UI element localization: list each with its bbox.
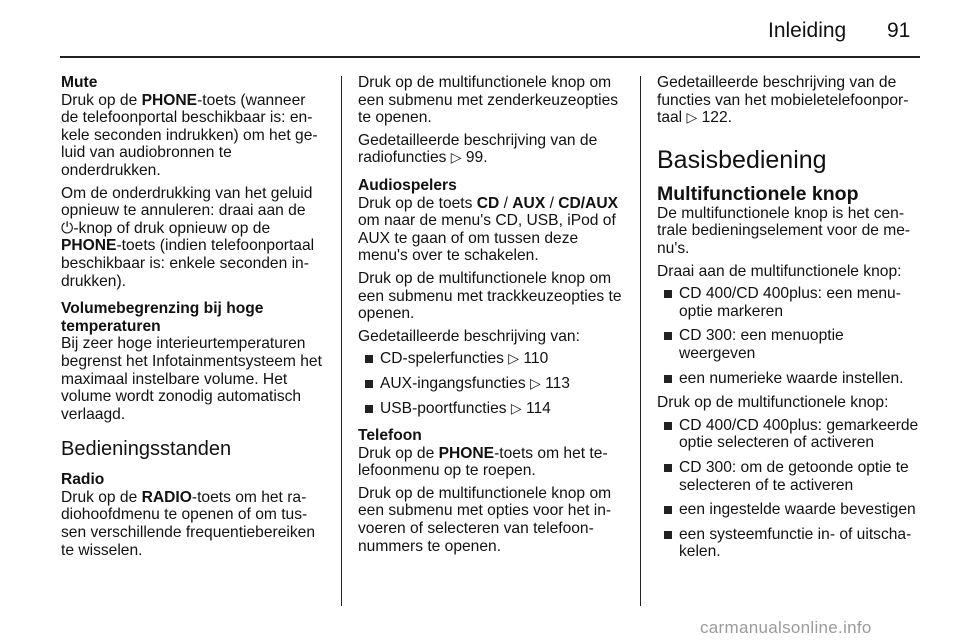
list-item: CD 300: een menuoptie weergeven: [657, 327, 923, 362]
volume-limit-heading: Volumebegrenzing bij hoge temperaturen: [61, 300, 264, 335]
mute-heading: Mute: [61, 74, 98, 91]
page-reference: 113: [545, 374, 570, 392]
section-heading-operating-modes: Bedieningsstanden: [61, 438, 232, 461]
audio-players-paragraph: Druk op de toets CD / AUX / CD/AUX om naar de menu's CD, USB, iPod of AUX te gaan of om tussen deze menu's over te schakelen.: [358, 194, 619, 265]
radio-heading: Radio: [61, 471, 105, 489]
list-item: CD-spelerfuncties ▷ 110: [358, 350, 624, 368]
page-header: [0, 0, 960, 56]
phone-heading: Telefoon: [358, 427, 422, 445]
radio-submenu-paragraph: Druk op de multifunctionele knop om een submenu met zenderkeuzeopties te openen.: [358, 74, 619, 127]
volume-limit-paragraph: Bij zeer hoge interieurtemperaturen begrenst het Infotainmentsysteem het maximaal instelbare volume. Het volume wordt zonodig automatisch verlaagd.: [61, 335, 322, 423]
page-number: 91: [887, 19, 911, 42]
aux-key-label: AUX: [512, 194, 546, 212]
column-1: [61, 74, 327, 564]
list-item: een systeemfunctie in- of uitschakelen.: [657, 526, 923, 561]
page-title: Inleiding: [768, 19, 847, 42]
column-3: [657, 74, 923, 568]
list-item: CD 400/CD 400plus: een menuoptie markeren: [657, 285, 923, 320]
cd-key-label: CD: [476, 194, 500, 212]
column-divider-2: [640, 76, 641, 606]
power-icon: ⏻: [61, 219, 74, 237]
radio-functions-reference: Gedetailleerde beschrijving van de radiofuncties ▷ 99.: [358, 131, 598, 167]
detailed-description-intro: Gedetailleerde beschrijving van:: [358, 327, 580, 345]
multifunction-knob-heading: Multifunctionele knop: [657, 182, 859, 205]
phone-submenu-paragraph: Druk op de multifunctionele knop om een submenu met opties voor het invoeren of selecteren van telefoonnummers te openen.: [358, 484, 612, 555]
radio-paragraph: Druk op de RADIO-toets om het radiohoofdmenu te openen of om tussen verschillende frequentiebereiken te wisselen.: [61, 488, 315, 559]
chapter-heading-basic-operation: Basisbediening: [657, 145, 827, 174]
list-item: een ingestelde waarde bevestigen: [657, 501, 923, 519]
phone-paragraph: Druk op de PHONE-toets om het telefoonmenu op te roepen.: [358, 444, 608, 480]
list-item: AUX-ingangsfuncties ▷ 113: [358, 375, 624, 393]
page-reference-arrow-icon: ▷: [508, 350, 520, 367]
list-item: een numerieke waarde instellen.: [657, 370, 923, 388]
header-rule: [60, 56, 920, 58]
page-reference-arrow-icon: ▷: [510, 399, 522, 416]
page-reference: 122.: [701, 109, 732, 127]
column-divider-1: [341, 76, 342, 606]
list-item: CD 400/CD 400plus: gemarkeerde optie selecteren of activeren: [657, 417, 923, 452]
function-reference-list: [358, 350, 624, 417]
mute-paragraph-1: Druk op de PHONE-toets (wanneer de telefoonportal beschikbaar is: enkele seconden indrukken) om het geluid van audiobronnen te onderdrukken.: [61, 91, 318, 179]
column-2: [358, 74, 624, 560]
press-knob-intro: Druk op de multifunctionele knop:: [657, 394, 889, 412]
phone-portal-reference: Gedetailleerde beschrijving van de functies van het mobieletelefoonportaal ▷ 122.: [657, 74, 909, 127]
page-reference-arrow-icon: ▷: [529, 374, 541, 391]
mute-paragraph-2: Om de onderdrukking van het geluid opnieuw te annuleren: draai aan de ⏻-knop of druk opnieuw op de PHONE-toets (indien telefoonportaal beschikbaar is: enkele seconden indrukken).: [61, 184, 315, 290]
turn-knob-list: [657, 285, 923, 387]
press-knob-list: [657, 417, 923, 561]
page-reference: 110: [523, 350, 549, 368]
watermark: carmanualsonline.info: [700, 618, 872, 637]
audio-players-heading: Audiospelers: [358, 176, 457, 194]
phone-key-label: PHONE: [61, 237, 117, 255]
list-item: CD 300: om de getoonde optie te selecteren of te activeren: [657, 459, 923, 494]
cd-aux-key-label: CD/AUX: [558, 194, 619, 212]
page-reference-arrow-icon: ▷: [686, 109, 698, 126]
page-reference: 114: [526, 399, 551, 417]
turn-knob-intro: Draai aan de multifunctionele knop:: [657, 262, 902, 280]
phone-key-label: PHONE: [141, 91, 198, 109]
phone-key-label: PHONE: [438, 444, 495, 462]
radio-key-label: RADIO: [141, 488, 192, 506]
page-reference: 99.: [465, 149, 488, 167]
track-submenu-paragraph: Druk op de multifunctionele knop om een submenu met trackkeuzeopties te openen.: [358, 269, 622, 323]
page-reference-arrow-icon: ▷: [450, 149, 462, 166]
multifunction-knob-intro: De multifunctionele knop is het centrale bedieningselement voor de menu's.: [657, 204, 911, 257]
list-item: USB-poortfuncties ▷ 114: [358, 400, 624, 418]
